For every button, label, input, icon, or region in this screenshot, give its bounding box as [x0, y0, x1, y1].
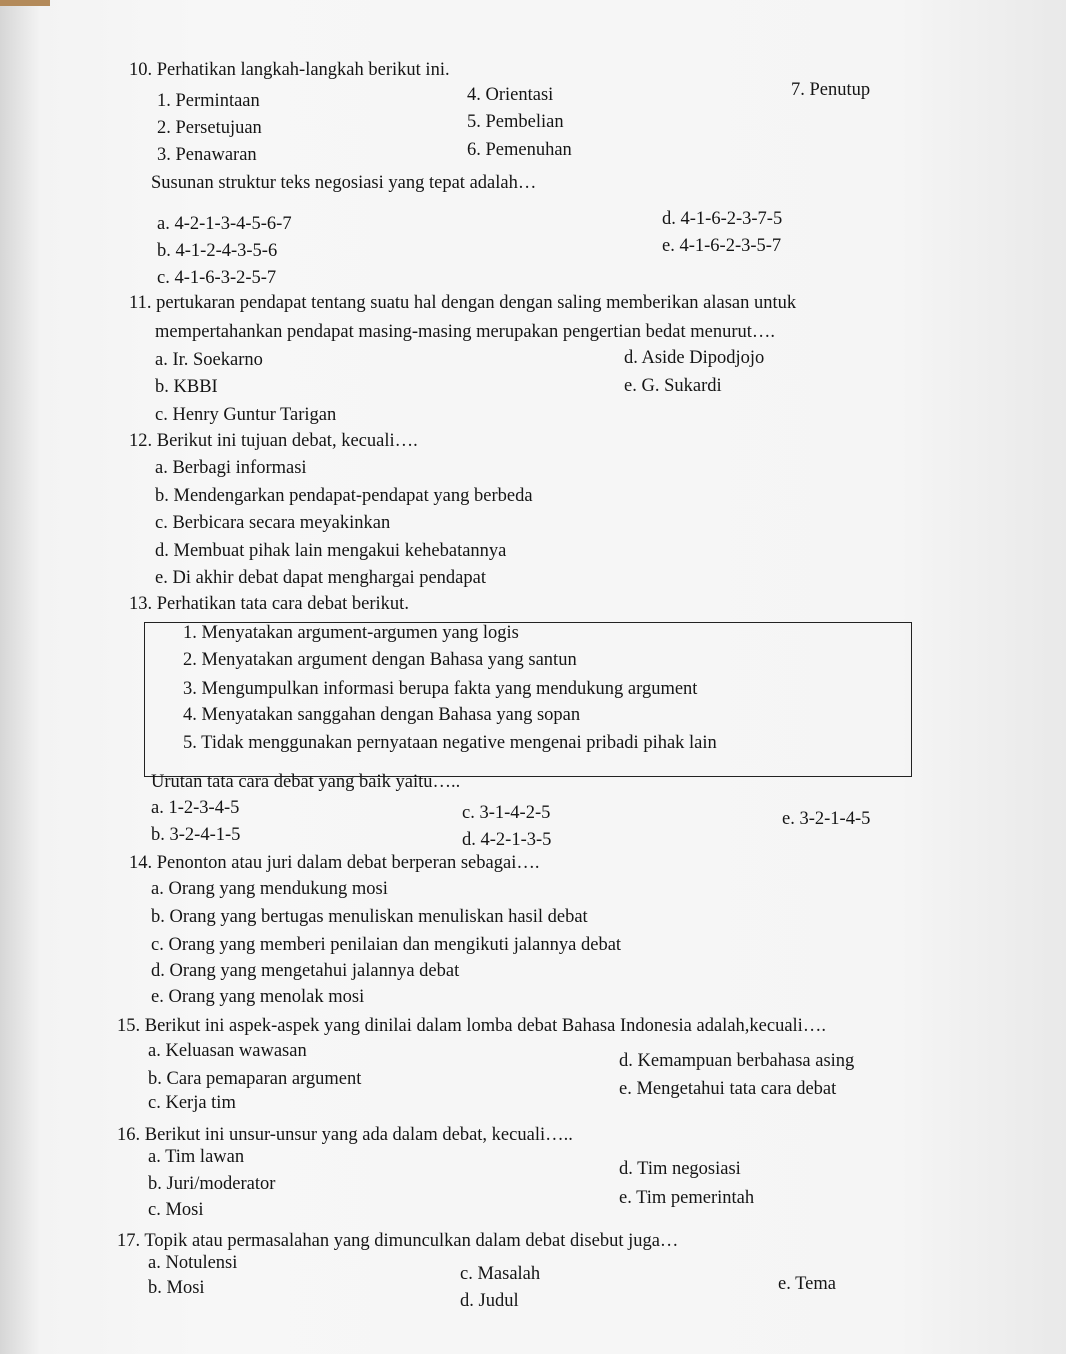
q10-item-5: 5. Pembelian	[467, 112, 564, 132]
q12-option-b: b. Mendengarkan pendapat-pendapat yang berbeda	[155, 486, 533, 506]
q17-option-a: a. Notulensi	[148, 1253, 238, 1273]
q10-option-a: a. 4-2-1-3-4-5-6-7	[157, 214, 292, 234]
q10-item-2: 2. Persetujuan	[157, 118, 262, 138]
q13-option-a: a. 1-2-3-4-5	[151, 798, 240, 818]
q15-option-a: a. Keluasan wawasan	[148, 1041, 307, 1061]
q13-box-item-4: 4. Menyatakan sanggahan dengan Bahasa yang sopan	[183, 705, 581, 725]
q10-option-c: c. 4-1-6-3-2-5-7	[157, 268, 277, 288]
q13-option-b: b. 3-2-4-1-5	[151, 825, 241, 845]
q10-item-4: 4. Orientasi	[467, 85, 554, 105]
q17-option-b: b. Mosi	[148, 1278, 205, 1298]
q10-item-6: 6. Pemenuhan	[467, 140, 572, 160]
q11-option-c: c. Henry Guntur Tarigan	[155, 405, 337, 425]
q16-stem: 16. Berikut ini unsur-unsur yang ada dalam debat, kecuali…..	[117, 1125, 573, 1145]
q16-option-e: e. Tim pemerintah	[619, 1188, 755, 1208]
q10-stem: 10. Perhatikan langkah-langkah berikut ini.	[129, 60, 450, 80]
q14-option-d: d. Orang yang mengetahui jalannya debat	[151, 961, 460, 981]
q12-option-e: e. Di akhir debat dapat menghargai pendapat	[155, 568, 486, 588]
q14-option-b: b. Orang yang bertugas menuliskan menuliskan hasil debat	[151, 907, 588, 927]
q10-option-b: b. 4-1-2-4-3-5-6	[157, 241, 278, 261]
q10-prompt: Susunan struktur teks negosiasi yang tepat adalah…	[151, 173, 537, 193]
q13-option-d: d. 4-2-1-3-5	[462, 830, 552, 850]
q15-option-d: d. Kemampuan berbahasa asing	[619, 1051, 855, 1071]
q14-option-e: e. Orang yang menolak mosi	[151, 987, 365, 1007]
q12-option-c: c. Berbicara secara meyakinkan	[155, 513, 391, 533]
q14-option-a: a. Orang yang mendukung mosi	[151, 879, 388, 899]
q16-option-a: a. Tim lawan	[148, 1147, 245, 1167]
q11-option-e: e. G. Sukardi	[624, 376, 722, 396]
q13-option-e: e. 3-2-1-4-5	[782, 809, 871, 829]
paper-corner	[0, 0, 50, 6]
q16-option-c: c. Mosi	[148, 1200, 204, 1220]
q10-option-e: e. 4-1-6-2-3-5-7	[662, 236, 782, 256]
q17-option-e: e. Tema	[778, 1274, 836, 1294]
q13-stem: 13. Perhatikan tata cara debat berikut.	[129, 594, 409, 614]
q15-stem: 15. Berikut ini aspek-aspek yang dinilai dalam lomba debat Bahasa Indonesia adalah,kecuali….	[117, 1016, 826, 1036]
q12-option-d: d. Membuat pihak lain mengakui kehebatannya	[155, 541, 507, 561]
q17-option-c: c. Masalah	[460, 1264, 541, 1284]
q16-option-d: d. Tim negosiasi	[619, 1159, 741, 1179]
q12-stem: 12. Berikut ini tujuan debat, kecuali….	[129, 431, 418, 451]
q13-option-c: c. 3-1-4-2-5	[462, 803, 551, 823]
q10-item-7: 7. Penutup	[791, 80, 871, 100]
q11-option-a: a. Ir. Soekarno	[155, 350, 263, 370]
q10-item-3: 3. Penawaran	[157, 145, 257, 165]
q13-box-item-5: 5. Tidak menggunakan pernyataan negative mengenai pribadi pihak lain	[183, 733, 717, 753]
q14-option-c: c. Orang yang memberi penilaian dan mengikuti jalannya debat	[151, 935, 622, 955]
q11-stem: 11. pertukaran pendapat tentang suatu hal dengan dengan saling memberikan alasan untuk	[129, 293, 797, 313]
q15-option-e: e. Mengetahui tata cara debat	[619, 1079, 837, 1099]
q17-stem: 17. Topik atau permasalahan yang dimunculkan dalam debat disebut juga…	[117, 1231, 679, 1251]
q13-prompt: Urutan tata cara debat yang baik yaitu…..	[151, 772, 461, 792]
q11-option-d: d. Aside Dipodjojo	[624, 348, 765, 368]
q12-option-a: a. Berbagi informasi	[155, 458, 307, 478]
q10-option-d: d. 4-1-6-2-3-7-5	[662, 209, 783, 229]
q13-box-item-2: 2. Menyatakan argument dengan Bahasa yang santun	[183, 650, 577, 670]
q14-stem: 14. Penonton atau juri dalam debat berperan sebagai….	[129, 853, 540, 873]
q16-option-b: b. Juri/moderator	[148, 1174, 276, 1194]
q15-option-c: c. Kerja tim	[148, 1093, 236, 1113]
q13-box-item-3: 3. Mengumpulkan informasi berupa fakta yang mendukung argument	[183, 679, 698, 699]
q11-option-b: b. KBBI	[155, 377, 218, 397]
q13-box-item-1: 1. Menyatakan argument-argumen yang logis	[183, 623, 519, 643]
q15-option-b: b. Cara pemaparan argument	[148, 1069, 362, 1089]
q10-item-1: 1. Permintaan	[157, 91, 260, 111]
q17-option-d: d. Judul	[460, 1291, 519, 1311]
q11-stem-continued: mempertahankan pendapat masing-masing merupakan pengertian bedat menurut….	[155, 322, 776, 342]
